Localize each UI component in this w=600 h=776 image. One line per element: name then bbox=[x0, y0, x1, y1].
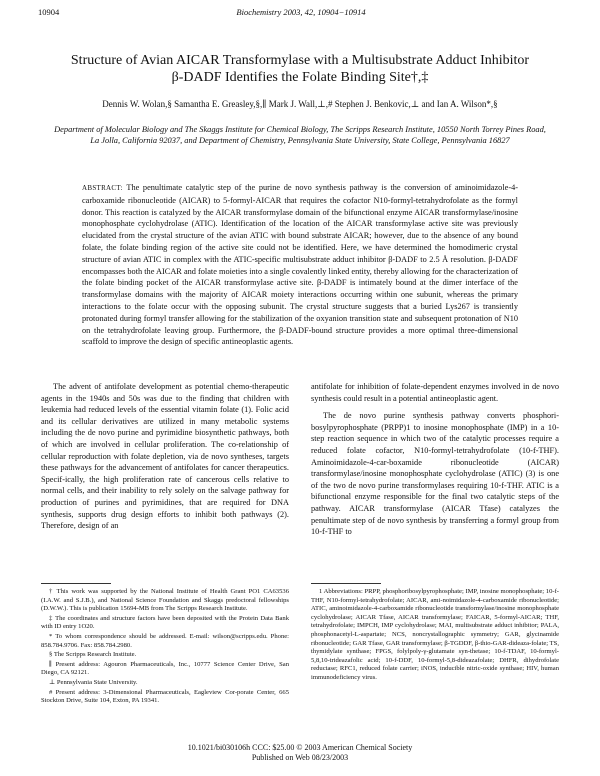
journal-citation: Biochemistry 2003, 42, 10904−10914 bbox=[236, 7, 366, 17]
footnote-pdb: ‡ The coordinates and structure factors have been deposited with the Protein Data Bank with ID entry 1O20. bbox=[41, 614, 289, 631]
body-column-right bbox=[311, 381, 559, 538]
intro-paragraph-2: The de novo purine synthesis pathway converts phosphori-bosylpyrophosphate (PRPP)1 to inosine monophosphate (IMP) in a 10-step reaction sequence in which two of the catalytic processes require a reduced folate cofactor, N10-formyl-tetrahydrofolate (10-f-THF). Aminoimidazole-4-car-boxamide ribonucleotide (AICAR) transformylase/inosine monophosphate cyclohydrolase (ATIC) (3) is one of the two de novo purine transformylases requiring 10-f-THF. ATIC is a bifunctional enzyme responsible for the final two catalytic steps of the pathway. AICAR transformylase (AICAR Tfase) catalyzes the penultimate step of de novo synthesis by transferring a formyl group from 10-f-THF to bbox=[311, 411, 559, 537]
footnote-affil-3dp: # Present address: 3-Dimensional Pharmaceuticals, Eagleview Cor-porate Center, 665 Stockton Drive, Suite 104, Exton, PA 19341. bbox=[41, 688, 289, 705]
article-title bbox=[40, 52, 560, 86]
title-line-2: β-DADF Identifies the Folate Binding Site†,‡ bbox=[171, 70, 429, 85]
footnote-abbreviations: 1 Abbreviations: PRPP, phosphoribosylpyrophosphate; IMP, inosine monophosphate; 10-f-THF, N10-formyl-tetrahydrofolate; AICAR, ami-noimidazole-4-carboxamide ribonucleotide; ATIC, aminoimidazole-4-carboxamide ribonucleotide transformylase/inosine monophosphate cyclohydrolase; AICAR Tfase, AICAR transformylase; FAICAR, 5-formyl-AICAR; THF, tetrahydrofolate; IMPCH, IMP cyclohydrolase; MAI, multisubstrate adduct inhibitor; PALA, phosphonacetyl-L-aspartate; NCS, noncrystallographic symmetry; GAR, glycinamide ribonucleotide; GAR Tfase, GAR transformylase; β-TGDDF, β-thio-GAR-dideaza-folate; TS, thymidylate synthase; FPGS, folylpoly-γ-glutamate syn-thetase; 10-f-TDAF, 10-formyl-5,8,10-trideazafolic acid; 10-f-DDF, 10-formyl-5,8-dideazafolate; DHFR, dihydrofolate reductase; RFC1, reduced folate carrier; iNOS, inducible nitric-oxide synthase; HIV, human immunodeficiency virus. bbox=[311, 588, 559, 681]
running-header bbox=[38, 7, 564, 19]
footnote-affil-agouron: ∥ Present address: Agouron Pharmaceuticals, Inc., 10777 Science Center Drive, San Diego, CA 92121. bbox=[41, 660, 289, 677]
affiliations: Department of Molecular Biology and The Skaggs Institute for Chemical Biology, The Scripps Research Institute, 10550 North Torrey Pines Road, La Jolla, California 92037, and Department of Chemistry, Pennsylvania State University, State College, Pennsylvania 16827 bbox=[54, 125, 546, 145]
title-line-1: Structure of Avian AICAR Transformylase with a Multisubstrate Adduct Inhibitor bbox=[70, 53, 530, 68]
footnote-correspondence: * To whom correspondence should be addressed. E-mail: wilson@scripps.edu. Phone: 858.784.9706. Fax: 858.784.2980. bbox=[41, 632, 289, 649]
abstract-text: The penultimate catalytic step of the purine de novo synthesis pathway is the conversion of aminoimidazole-4-carboxamide ribonucleotide (AICAR) to 5-formyl-AICAR that requires the cofactor N10-formyl-tetrahydrofolate as the formyl donor. This reaction is catalyzed by the AICAR transformylase domain of the bifunctional enzyme AICAR transformylase/inosine monophosphate cyclohydrolase (ATIC). Identification of the location of the AICAR transformylase active site was previously elucidated from the crystal structure of the avian ATIC with bound substrate AICAR; however, due to the absence of any bound folate, the folate binding region of the active site could not be identified. Here, we have determined the homodimeric crystal structure of avian ATIC in complex with the ATIC-specific multisubstrate adduct inhibitor β-DADF to 2.5 Å resolution. β-DADF encompasses both the AICAR and folate moieties into a single covalently linked entity, thereby allowing for the characterization of the folate binding pocket of the AICAR transformylase active site. β-DADF is intimately bound at the dimer interface of the transformylase domains with the majority of AICAR moiety interactions occurring within one subunit, whereas the primary interactions to the folate occur with the opposing subunit. The crystal structure suggests that a buried Lys267 is transiently protonated during formyl transfer allowing for the stabilization of the oxyanion transition state and subsequent protonation of N10 on the tetrahydrofolate leaving group. Furthermore, the β-DADF-bound structure provides a more optimal three-dimensional scaffold to improve the design of specific antineoplastic agents. bbox=[82, 183, 518, 347]
intro-paragraph-1: The advent of antifolate development as potential chemo-therapeutic agents in the 1940s and 50s was due to the finding that children with leukemia had reduced levels of the essential vitamin folate (1). Folic acid and its cellular derivatives are utilized in many metabolic systems including the de novo purine and pyrimidine biosynthetic pathways, both of which are involved in cellular proliferation. The co-relationship of cellular reproduction with folate depletion, via de novo syntheses, targets these pathways for the advancement of antifolates for cancer therapeutics. Specif-ically, the high proliferation rate of cancerous cells relative to normal cells, and their inability to rely solely on the salvage pathway for production of purines and pyrimidines, that are required for DNA synthesis, supports drug design efforts to inhibit both pathways (2). Therefore, design of an bbox=[41, 382, 289, 531]
body-column-left bbox=[41, 381, 289, 532]
abstract-label: ABSTRACT: bbox=[82, 184, 123, 192]
footnote-affil-scripps: § The Scripps Research Institute. bbox=[49, 651, 137, 659]
footnote-funding: † This work was supported by the National Institute of Health Grant PO1 CA63536 (I.A.W. and S.J.B.), and National Science Foundation and Skaggs predoctoral fellowships (D.W.W.). This is publication 15694-MB from The Scripps Research Institute. bbox=[41, 588, 289, 613]
footnote-divider-left bbox=[41, 583, 111, 584]
intro-paragraph-continued: antifolate for inhibition of folate-dependent enzymes involved in de novo synthesis could result in a potential antineoplastic agent. bbox=[311, 382, 559, 403]
abstract bbox=[82, 182, 518, 348]
doi-line: 10.1021/bi030106h CCC: $25.00 © 2003 American Chemical Society bbox=[187, 743, 413, 752]
footnotes-right bbox=[311, 588, 559, 684]
page-footer bbox=[0, 743, 600, 763]
author-list: Dennis W. Wolan,§ Samantha E. Greasley,§,∥ Mark J. Wall,⊥,# Stephen J. Benkovic,⊥ and Ian A. Wilson*,§ bbox=[102, 99, 498, 109]
footnote-affil-psu: ⊥ Pennsylvania State University. bbox=[49, 678, 138, 686]
page-number: 10904 bbox=[38, 7, 60, 17]
footnotes-left bbox=[41, 588, 289, 707]
footnote-divider-right bbox=[311, 583, 381, 584]
publication-date: Published on Web 08/23/2003 bbox=[251, 753, 349, 762]
